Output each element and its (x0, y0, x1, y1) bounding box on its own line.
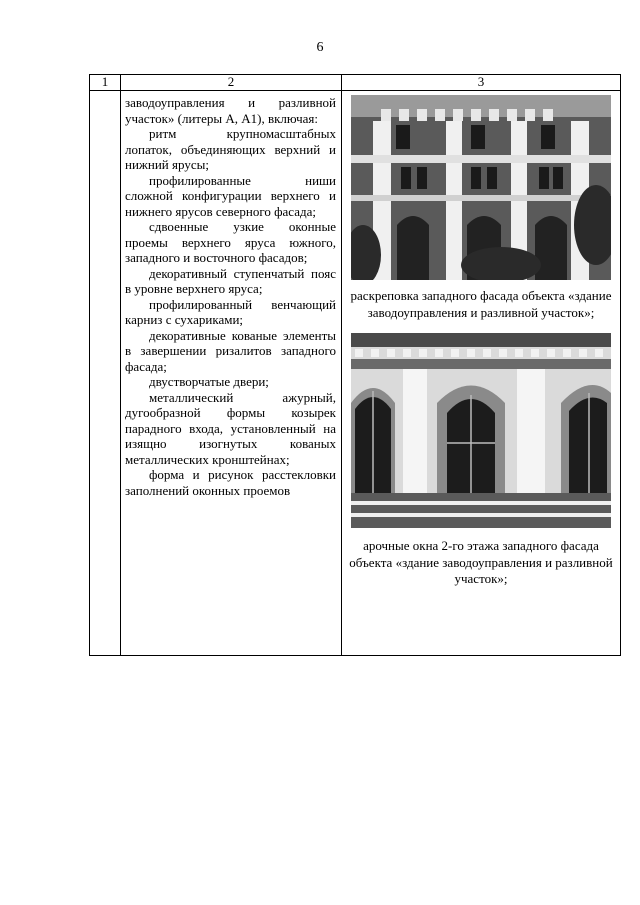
facade-photo-2 (351, 333, 611, 528)
header-col-3: 3 (342, 75, 621, 91)
photos-cell (342, 91, 621, 656)
row-number-cell (90, 91, 121, 656)
header-col-1: 1 (90, 75, 121, 91)
feature-item: сдвоенные узкие оконные проемы верхнего яруса южного, западного и восточного фасадов; (125, 219, 336, 265)
page-number: 6 (316, 40, 324, 55)
header-col-2: 2 (121, 75, 342, 91)
feature-item: декоративные кованые элементы в завершении ризалитов западного фасада; (125, 327, 336, 374)
feature-item: профилированный венчающий карниз с сухариками; (125, 296, 336, 327)
photo1-caption: раскреповка западного фасада объекта «здание заводоуправления и разливной участок»; (350, 288, 612, 320)
feature-item: ритм крупномасштабных лопаток, объединяющих верхний и нижний ярусы; (125, 126, 336, 172)
table-header-row (90, 75, 621, 91)
feature-item: форма и рисунок расстекловки заполнений оконных проемов (125, 467, 336, 498)
feature-intro: заводоуправления и разливной участок» (литеры А, А1), включая: (125, 95, 336, 126)
photo2-caption: арочные окна 2-го этажа западного фасада объекта «здание заводоуправления и разливной участок»; (349, 538, 613, 586)
feature-item: металлический ажурный, дугообразной формы козырек парадного входа, установленный на изящно изогнутых кованых металлических кронштейнах; (125, 389, 336, 467)
feature-item: двустворчатые двери; (149, 374, 269, 389)
table-row (90, 91, 621, 656)
facade-photo-1 (351, 95, 611, 280)
monument-features-table (89, 74, 621, 656)
feature-item: декоративный ступенчатый пояс в уровне верхнего яруса; (125, 265, 336, 296)
features-list-cell (121, 91, 342, 656)
feature-item: профилированные ниши сложной конфигурации верхнего и нижнего ярусов северного фасада; (125, 172, 336, 219)
